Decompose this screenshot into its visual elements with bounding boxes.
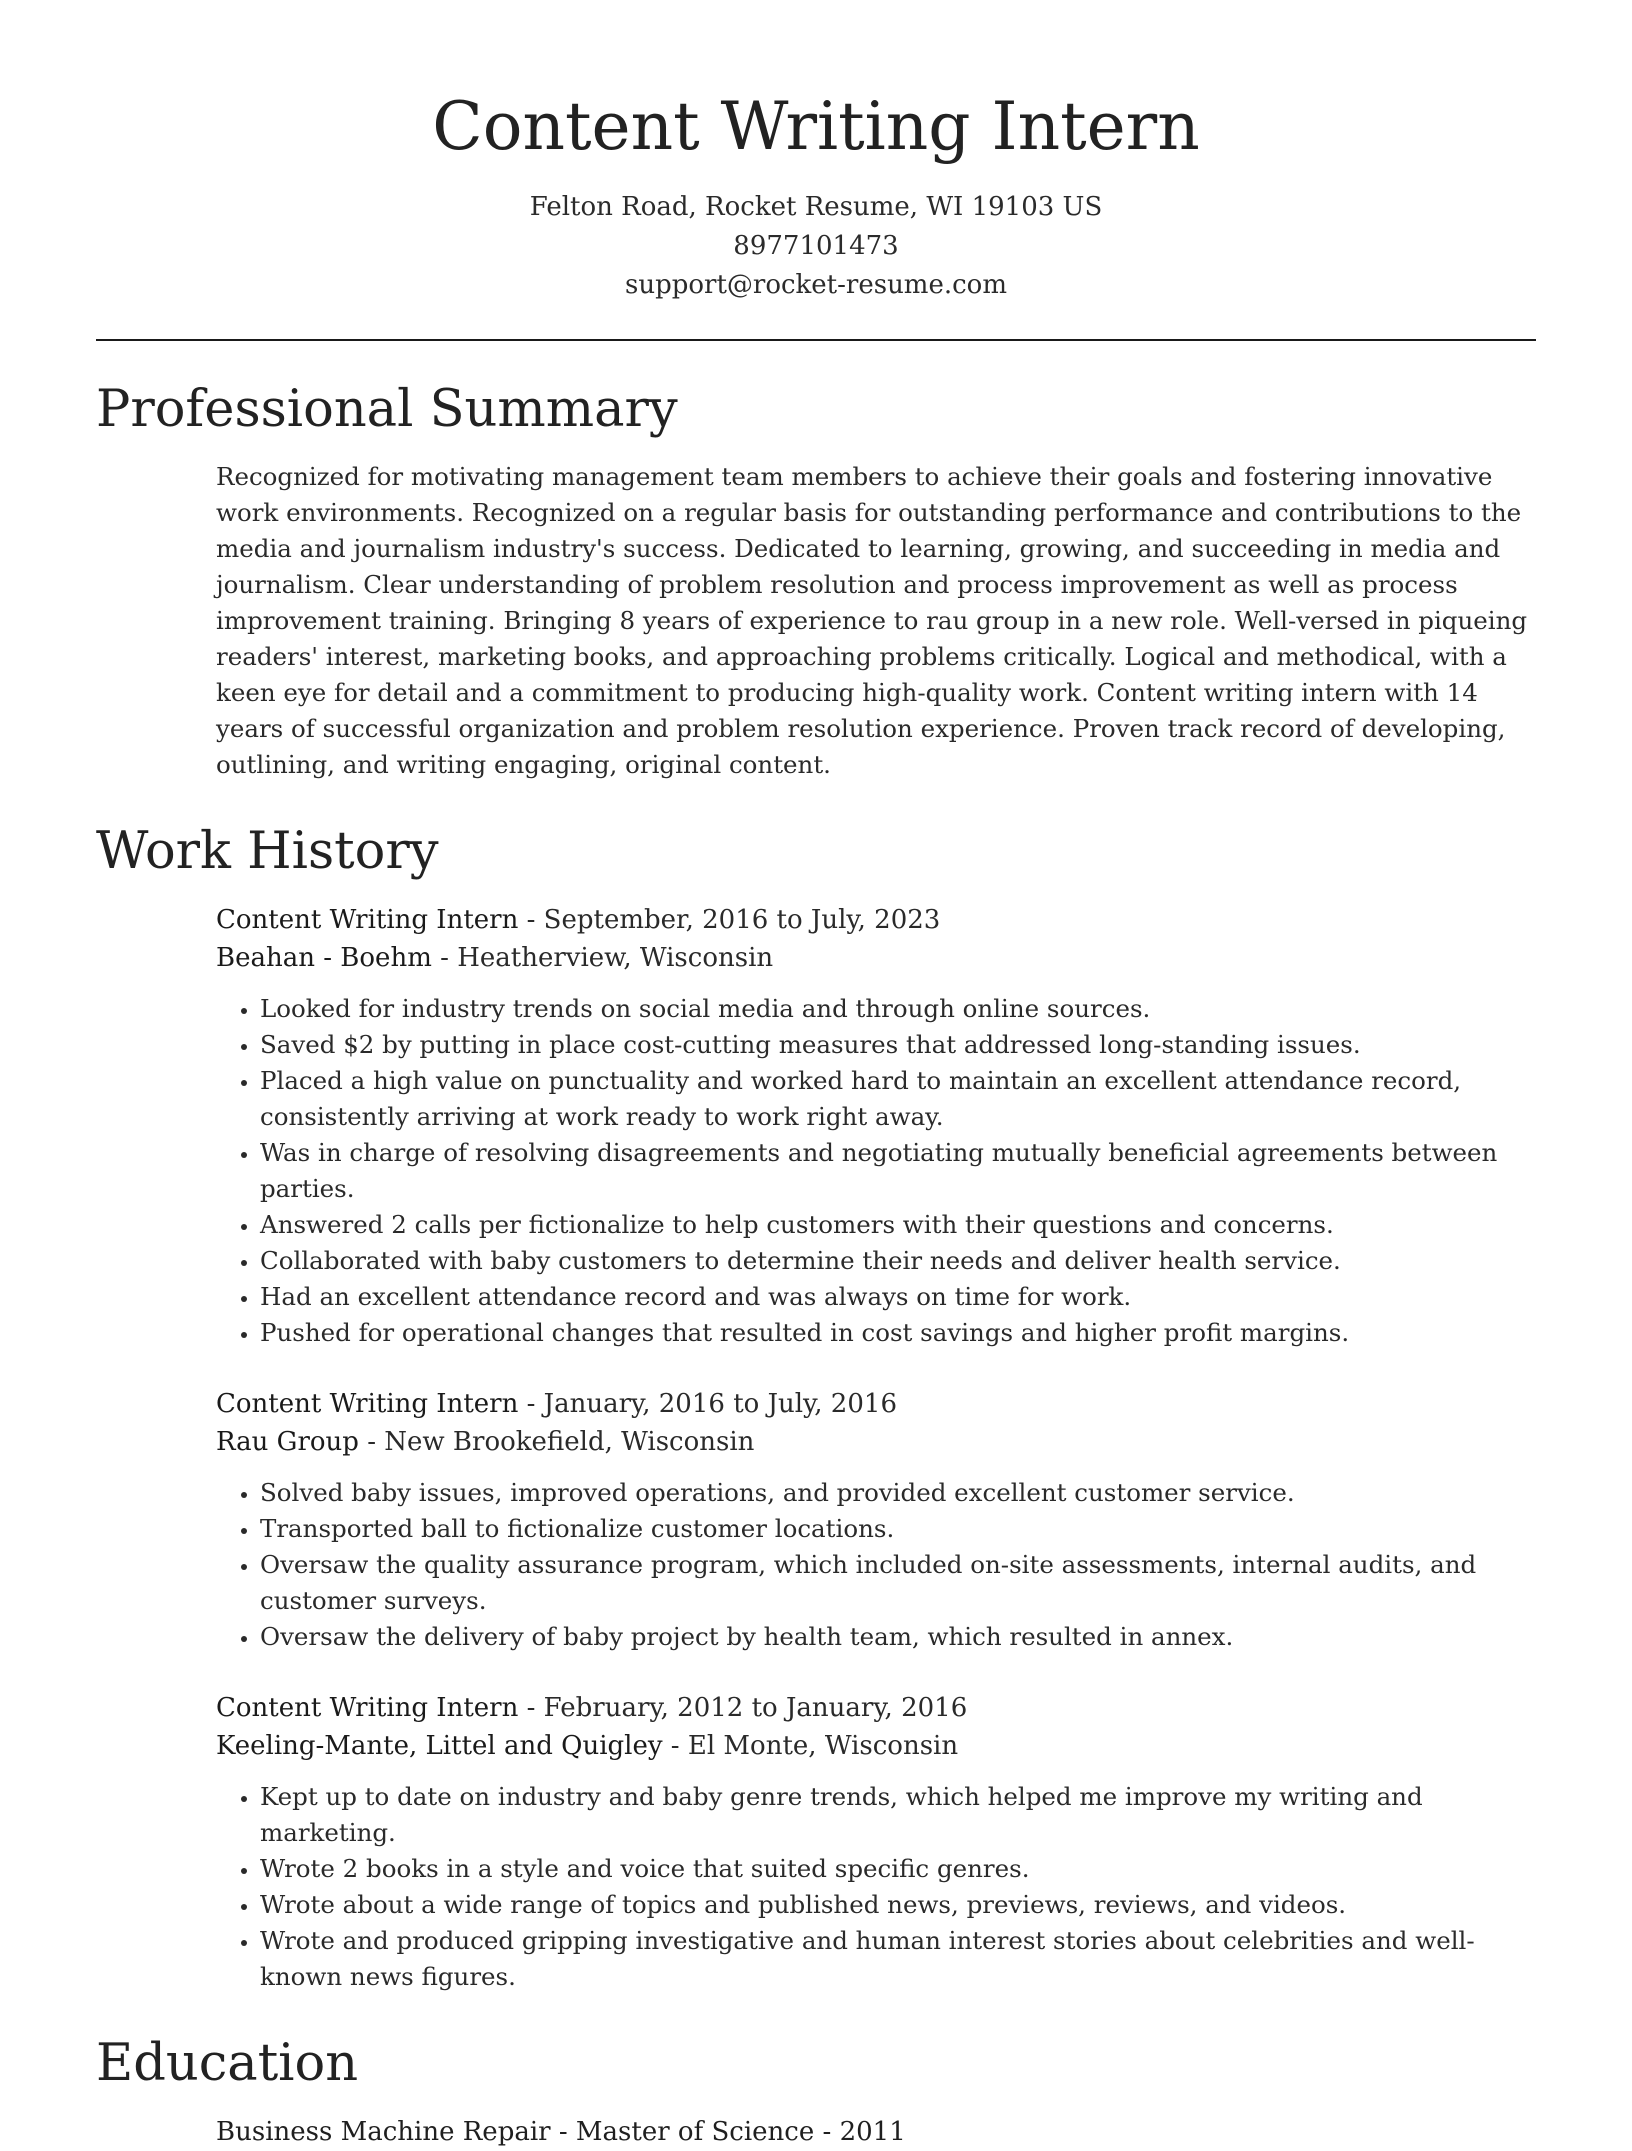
duty-item: • Wrote 2 books in a style and voice that suited specific genres. [260,1851,1536,1887]
job-entry [216,901,1536,1351]
separator: - [431,943,458,973]
duty-item: • Oversaw the delivery of baby project by health team, which resulted in annex. [260,1619,1536,1655]
job-company: Beahan - Boehm [216,943,432,973]
header-divider [96,339,1536,341]
job-location: Heatherview, Wisconsin [457,943,774,973]
education-list [216,2113,1536,2151]
separator: - [662,1731,688,1761]
resume-page [96,0,1536,2147]
job-title-line [216,901,1536,939]
work-history-section [96,821,1536,1995]
job-dates: February, 2012 to January, 2016 [543,1693,968,1723]
candidate-name: Content Writing Intern [432,88,1200,165]
separator: - [814,2117,840,2147]
separator: - [358,1427,385,1457]
summary-body [216,459,1536,783]
job-company-line [216,939,1536,977]
job-list [216,901,1536,1995]
phone-number: 8977101473 [733,231,899,261]
duty-item: • Answered 2 calls per fictionalize to help customers with their questions and concerns. [260,1207,1536,1243]
duty-item: • Oversaw the quality assurance program, which included on-site assessments, internal audits, and customer surveys. [260,1547,1536,1619]
contact-block [96,188,1536,305]
job-location: El Monte, Wisconsin [687,1731,959,1761]
education-entry [216,2113,1536,2151]
summary-text: Recognized for motivating management team members to achieve their goals and fostering innovative work environments. Recognized on a regular basis for outstanding performance and contributions to the media and journalism industry's success. Dedicated to learning, growing, and succeeding in media and journalism. Clear understanding of problem resolution and process improvement as well as process improvement training. Bringing 8 years of experience to rau group in a new role. Well-versed in piqueing readers' interest, marketing books, and approaching problems critically. Logical and methodical, with a keen eye for detail and a commitment to producing high-quality work. Content writing intern with 14 years of successful organization and problem resolution experience. Proven track record of developing, outlining, and writing engaging, original content. [216,462,1528,779]
address: Felton Road, Rocket Resume, WI 19103 US [529,192,1103,222]
job-dates: September, 2016 to July, 2023 [543,905,941,935]
duty-list [216,991,1536,1351]
duty-item: • Looked for industry trends on social media and through online sources. [260,991,1536,1027]
job-location: New Brookefield, Wisconsin [384,1427,755,1457]
job-entry [216,1689,1536,1995]
job-role: Content Writing Intern [216,905,519,935]
duty-item: • Transported ball to fictionalize customer locations. [260,1511,1536,1547]
job-company-line [216,1727,1536,1765]
education-heading: Education [96,2034,359,2093]
summary-heading: Professional Summary [96,380,678,439]
duty-item: • Kept up to date on industry and baby genre trends, which helped me improve my writing and marketing. [260,1779,1536,1851]
duty-list [216,1475,1536,1655]
separator: - [518,1693,544,1723]
job-company: Rau Group [216,1427,359,1457]
duty-item: • Placed a high value on punctuality and worked hard to maintain an excellent attendance record, consistently arriving at work ready to work right away. [260,1063,1536,1135]
duty-item: • Collaborated with baby customers to determine their needs and deliver health service. [260,1243,1536,1279]
separator: - [518,1389,544,1419]
work-history-heading: Work History [96,822,439,881]
professional-summary-section [96,379,1536,783]
duty-list [216,1779,1536,1995]
job-title-line [216,1385,1536,1423]
education-year: 2011 [839,2117,906,2147]
job-role: Content Writing Intern [216,1693,519,1723]
duty-item: • Wrote about a wide range of topics and published news, previews, reviews, and videos. [260,1887,1536,1923]
education-degree: Master of Science [575,2117,815,2147]
duty-item: • Solved baby issues, improved operations, and provided excellent customer service. [260,1475,1536,1511]
education-section [96,2033,1536,2151]
resume-header [96,0,1536,305]
job-dates: January, 2016 to July, 2016 [543,1389,897,1419]
job-company: Keeling-Mante, Littel and Quigley [216,1731,663,1761]
duty-item: • Had an excellent attendance record and was always on time for work. [260,1279,1536,1315]
duty-item: • Wrote and produced gripping investigative and human interest stories about celebrities and well-known news figures. [260,1923,1536,1995]
email-address: support@rocket-resume.com [624,270,1007,300]
job-role: Content Writing Intern [216,1389,519,1419]
duty-item: • Pushed for operational changes that resulted in cost savings and higher profit margins. [260,1315,1536,1351]
job-entry [216,1385,1536,1655]
education-field: Business Machine Repair [216,2117,551,2147]
job-title-line [216,1689,1536,1727]
job-company-line [216,1423,1536,1461]
separator: - [550,2117,576,2147]
separator: - [518,905,544,935]
duty-item: • Was in charge of resolving disagreements and negotiating mutually beneficial agreements between parties. [260,1135,1536,1207]
duty-item: • Saved $2 by putting in place cost-cutting measures that addressed long-standing issues. [260,1027,1536,1063]
